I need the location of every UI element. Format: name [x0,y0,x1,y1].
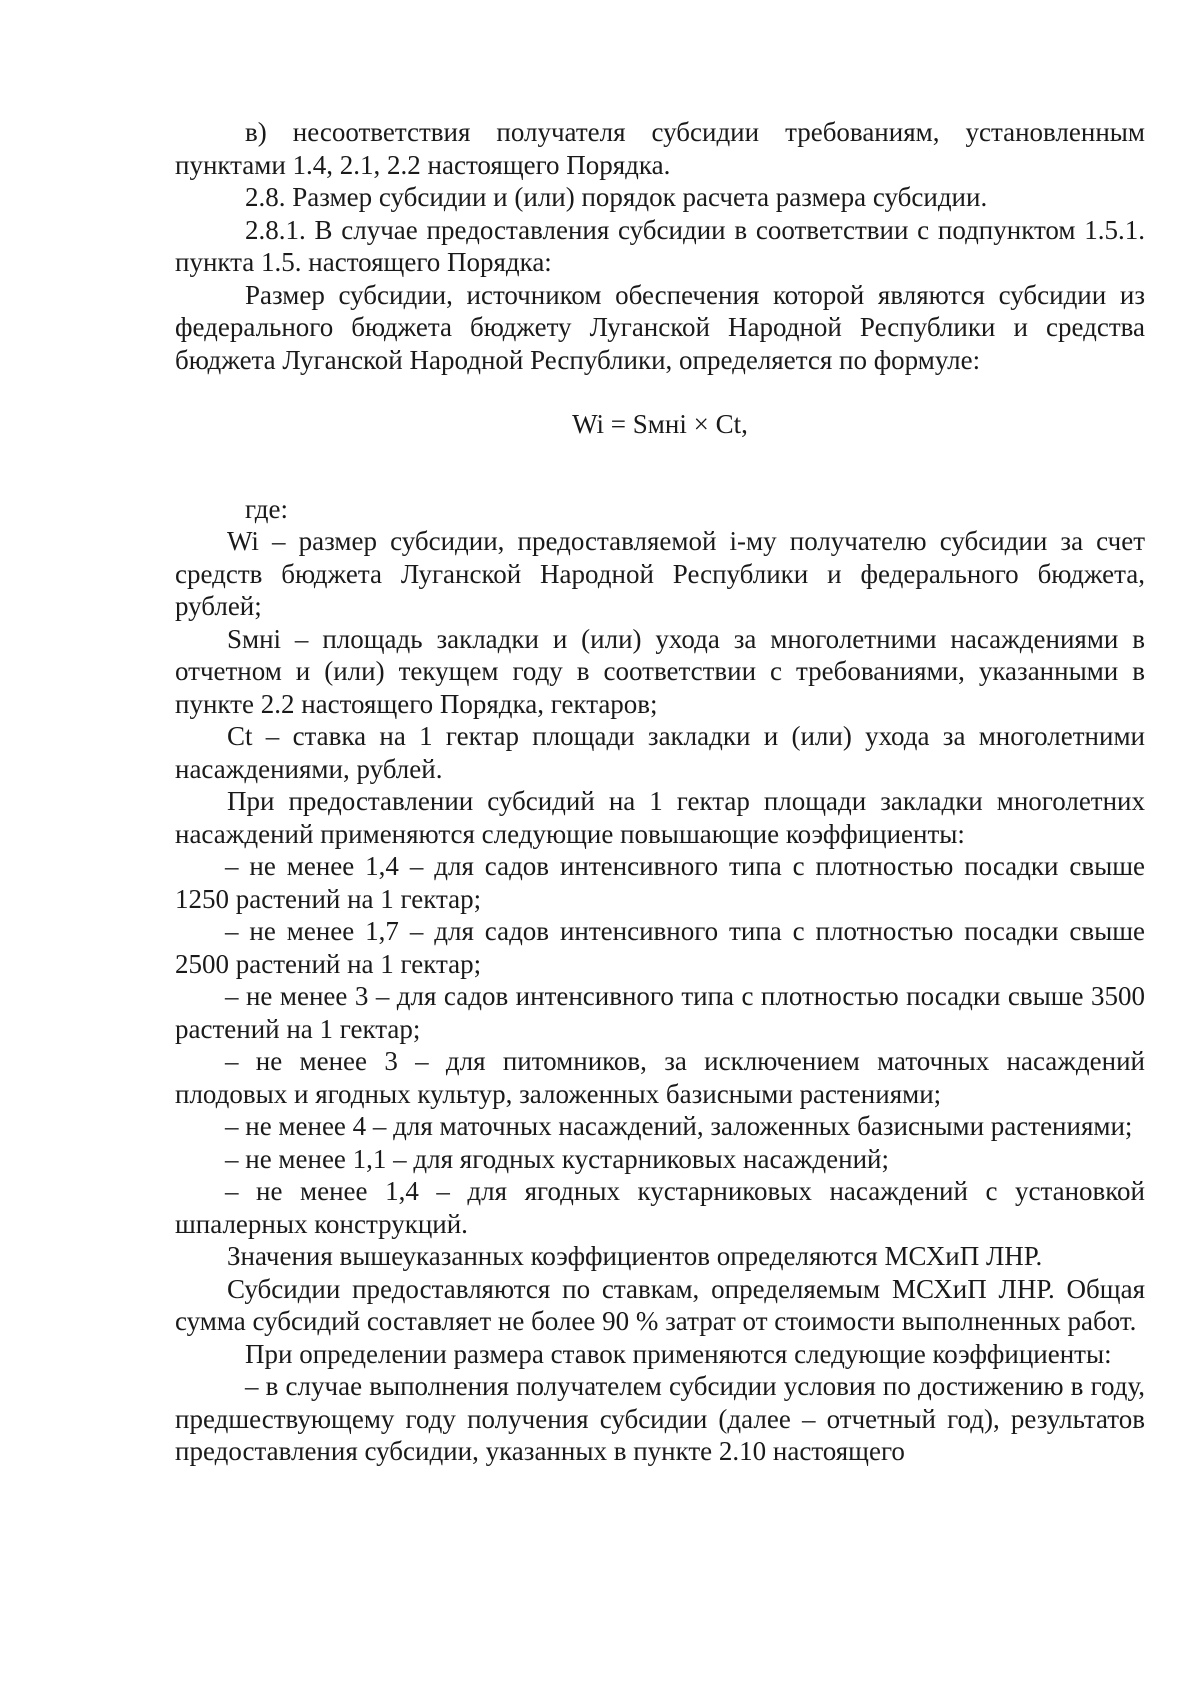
coefficient-item: – не менее 1,1 – для ягодных кустарниковых насаждений; [225,1143,889,1174]
coefficient-item: – не менее 3 – для питомников, за исключением маточных насаждений плодовых и ягодных культур, заложенных базисными растениями; [175,1046,1145,1109]
definition-smni: Sмнi – площадь закладки и (или) ухода за многолетними насаждениями в отчетном и (или) текущем году в соответствии с требованиями, указанными в пункте 2.2 настоящего Порядка, гектаров; [175,623,1145,719]
paragraph-section-2-8: 2.8. Размер субсидии и (или) порядок расчета размера субсидии. [245,182,988,212]
closing-condition: – в случае выполнения получателем субсидии условия по достижению в году, предшествующему году получения субсидии (далее – отчетный год), результатов предоставления субсидии, указанных в пункте 2.10 настоящего [175,1371,1145,1466]
definition-wi: Wi – размер субсидии, предоставляемой i-му получателю субсидии за счет средств бюджета Луганской Народной Республики и федерального бюджета, рублей; [175,526,1145,621]
paragraph-item-v: в) несоответствия получателя субсидии требованиям, установленным пунктами 1.4, 2.1, 2.2 настоящего Порядка. [175,117,1145,180]
coefficient-item: – не менее 1,4 – для ягодных кустарниковых насаждений с установкой шпалерных конструкций. [175,1176,1145,1239]
coefficients-intro: При предоставлении субсидий на 1 гектар площади закладки многолетних насаждений применяются следующие повышающие коэффициенты: [175,786,1145,849]
paragraph-size-of-subsidy: Размер субсидии, источником обеспечения которой являются субсидии из федерального бюджета бюджету Луганской Народной Республики и средства бюджета Луганской Народной Республики, определяется по формуле: [175,279,1145,375]
definition-ct: Ct – ставка на 1 гектар площади закладки и (или) ухода за многолетними насаждениями, рублей. [175,721,1145,784]
coefficient-item: – не менее 1,7 – для садов интенсивного типа с плотностью посадки свыше 2500 растений на 1 гектар; [175,916,1145,979]
formula: Wi = Sмнi × Ct, [572,409,748,439]
paragraph-section-2-8-1: 2.8.1. В случае предоставления субсидии в соответствии с подпунктом 1.5.1. пункта 1.5. настоящего Порядка: [175,214,1145,277]
closing-rate-coefficients: При определении размера ставок применяются следующие коэффициенты: [245,1338,1112,1369]
closing-rates: Субсидии предоставляются по ставкам, определяемым МСХиП ЛНР. Общая сумма субсидий составляет не более 90 % затрат от стоимости выполненных работ. [175,1273,1145,1336]
document-body [175,116,1145,1468]
closing-coefficient-values: Значения вышеуказанных коэффициентов определяются МСХиП ЛНР. [227,1241,1043,1271]
coefficient-item: – не менее 1,4 – для садов интенсивного типа с плотностью посадки свыше 1250 растений на 1 гектар; [175,851,1145,914]
coefficient-item: – не менее 4 – для маточных насаждений, заложенных базисными растениями; [225,1111,1133,1141]
coefficient-item: – не менее 3 – для садов интенсивного типа с плотностью посадки свыше 3500 растений на 1 гектар; [175,981,1145,1044]
where-label: где: [245,493,288,524]
